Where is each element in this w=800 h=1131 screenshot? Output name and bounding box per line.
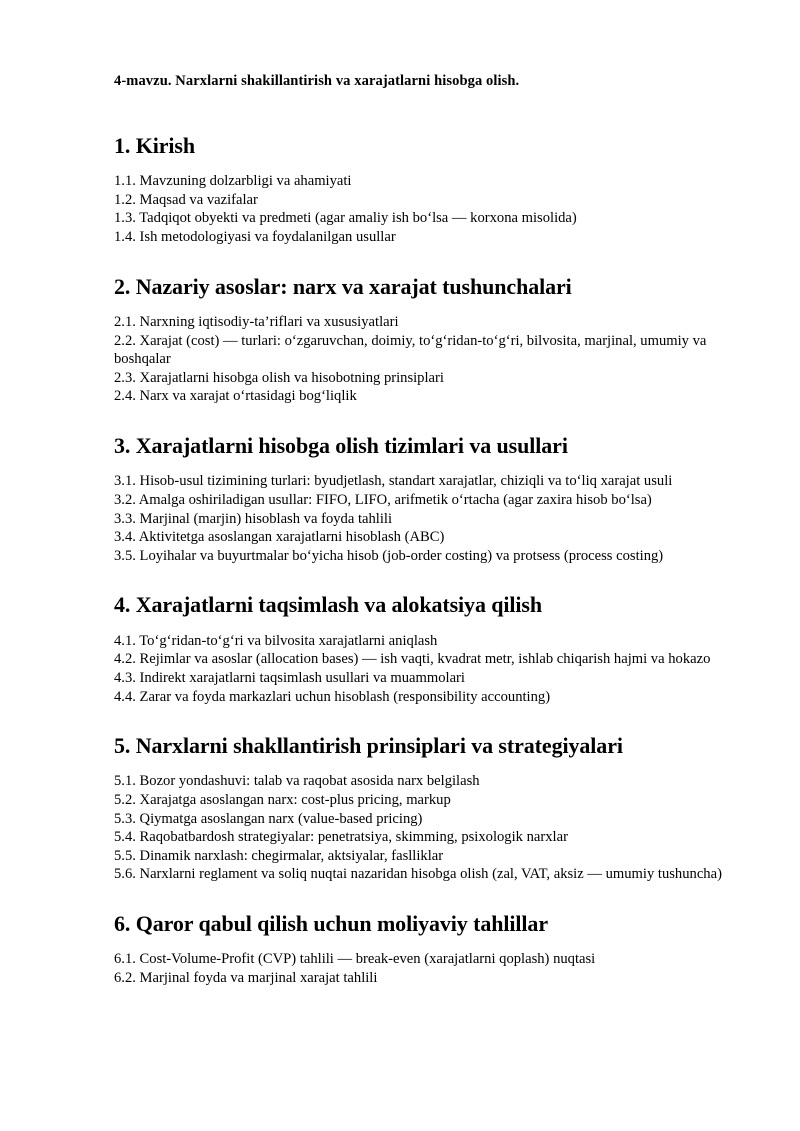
section-heading: 5. Narxlarni shakllantirish prinsiplari va strategiyalari — [114, 733, 623, 759]
document-section — [114, 733, 736, 884]
section-item-list — [114, 172, 736, 246]
document-section — [114, 274, 736, 406]
section-item: 2.4. Narx va xarajat oʻrtasidagi bogʻliqlik — [114, 388, 357, 405]
section-item: 6.2. Marjinal foyda va marjinal xarajat tahlili — [114, 970, 378, 987]
section-item: 4.3. Indirekt xarajatlarni taqsimlash usullari va muammolari — [114, 669, 465, 686]
section-item: 3.5. Loyihalar va buyurtmalar boʻyicha hisob (job-order costing) va protsess (process costing) — [114, 547, 664, 564]
section-item: 4.1. Toʻgʻridan-toʻgʻri va bilvosita xarajatlarni aniqlash — [114, 632, 438, 649]
document-section — [114, 592, 736, 706]
section-item-list — [114, 632, 736, 706]
section-item: 3.4. Aktivitetga asoslangan xarajatlarni hisoblash (ABC) — [114, 529, 445, 546]
section-item-list — [114, 772, 736, 884]
section-item: 1.1. Mavzuning dolzarbligi va ahamiyati — [114, 173, 352, 190]
section-item: 3.1. Hisob-usul tizimining turlari: byudjetlash, standart xarajatlar, chiziqli va toʻliq xarajat usuli — [114, 473, 673, 490]
section-item: 2.1. Narxning iqtisodiy-ta’riflari va xususiyatlari — [114, 314, 399, 330]
section-item: 3.3. Marjinal (marjin) hisoblash va foyda tahlili — [114, 510, 393, 527]
document-section — [114, 433, 736, 565]
section-item: 5.5. Dinamik narxlash: chegirmalar, aktsiyalar, faslliklar — [114, 847, 444, 864]
section-item: 2.3. Xarajatlarni hisobga olish va hisobotning prinsiplari — [114, 369, 444, 386]
section-item: 4.2. Rejimlar va asoslar (allocation bases) — ish vaqti, kvadrat metr, ishlab chiqarish hajmi va hokazo — [114, 651, 711, 668]
section-heading: 2. Nazariy asoslar: narx va xarajat tushunchalari — [114, 273, 572, 299]
document-body — [114, 133, 736, 988]
section-item-list — [114, 313, 736, 406]
section-item: 2.2. Xarajat (cost) — turlari: oʻzgaruvchan, doimiy, toʻgʻridan-toʻgʻri, bilvosita, marjinal, umumiy va boshqalar — [114, 332, 707, 368]
document-section — [114, 133, 736, 247]
section-item: 6.1. Cost-Volume-Profit (CVP) tahlili — break-even (xarajatlarni qoplash) nuqtasi — [114, 951, 596, 968]
section-heading: 4. Xarajatlarni taqsimlash va alokatsiya qilish — [114, 592, 543, 618]
section-item-list — [114, 472, 736, 565]
section-item: 3.2. Amalga oshiriladigan usullar: FIFO, LIFO, arifmetik oʻrtacha (agar zaxira hisob boʻlsa) — [114, 491, 652, 508]
section-item: 5.3. Qiymatga asoslangan narx (value-based pricing) — [114, 810, 423, 827]
section-item: 5.1. Bozor yondashuvi: talab va raqobat asosida narx belgilash — [114, 773, 480, 790]
section-item: 1.2. Maqsad va vazifalar — [114, 191, 258, 208]
section-item: 5.2. Xarajatga asoslangan narx: cost-plus pricing, markup — [114, 792, 451, 809]
section-item: 5.6. Narxlarni reglament va soliq nuqtai nazaridan hisobga olish (zal, VAT, aksiz — umumiy tushuncha) — [114, 866, 722, 883]
section-item-list — [114, 950, 736, 987]
section-heading: 6. Qaror qabul qilish uchun moliyaviy tahlillar — [114, 911, 548, 937]
document-title: 4-mavzu. Narxlarni shakillantirish va xarajatlarni hisobga olish. — [114, 73, 520, 89]
section-item: 4.4. Zarar va foyda markazlari uchun hisoblash (responsibility accounting) — [114, 688, 551, 705]
section-item: 1.3. Tadqiqot obyekti va predmeti (agar amaliy ish boʻlsa — korxona misolida) — [114, 210, 577, 227]
document-section — [114, 911, 736, 988]
section-item: 5.4. Raqobatbardosh strategiyalar: penetratsiya, skimming, psixologik narxlar — [114, 829, 568, 846]
section-heading: 3. Xarajatlarni hisobga olish tizimlari va usullari — [114, 432, 568, 458]
section-item: 1.4. Ish metodologiyasi va foydalanilgan usullar — [114, 229, 396, 246]
section-heading: 1. Kirish — [114, 132, 195, 158]
